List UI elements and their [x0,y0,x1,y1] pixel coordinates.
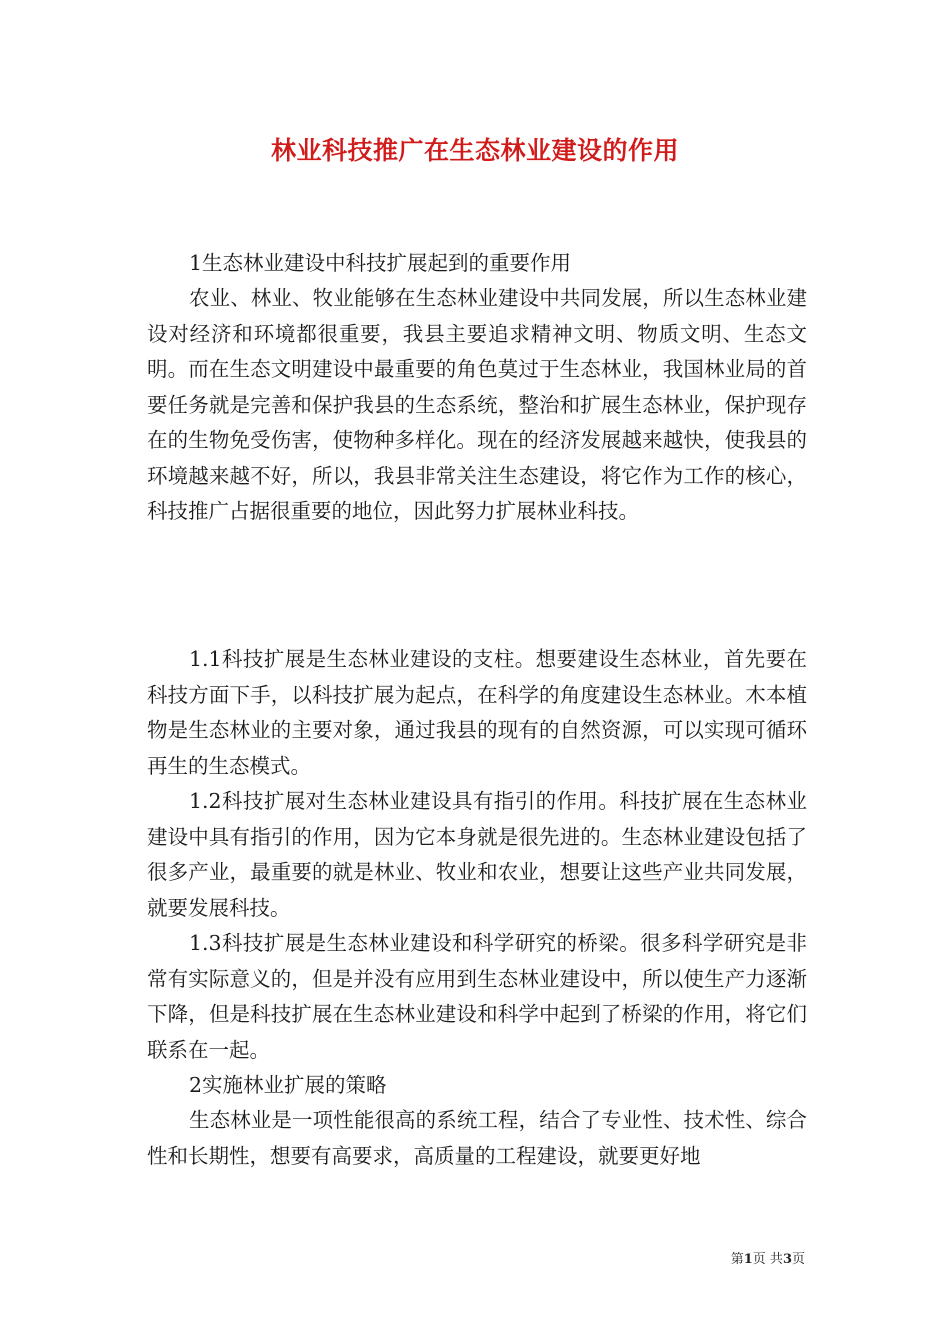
footer-prefix: 第 [730,1252,744,1267]
page-footer [731,1248,805,1267]
section-heading-2: 2实施林业扩展的策略 [189,1073,387,1097]
footer-current-page: 1 [743,1252,753,1267]
paragraph-1-3: 1.3科技扩展是生态林业建设和科学研究的桥梁。很多科学研究是非常有实际意义的，但是并没有应用到生态林业建设中，所以使生产力逐渐下降，但是科技扩展在生态林业建设和科学中起到了桥梁的作用，将它们联系在一起。 [147,931,807,1062]
paragraph-intro: 农业、林业、牧业能够在生态林业建设中共同发展，所以生态林业建设对经济和环境都很重要，我县主要追求精神文明、物质文明、生态文明。而在生态文明建设中最重要的角色莫过于生态林业，我国林业局的首要任务就是完善和保护我县的生态系统，整治和扩展生态林业，保护现存在的生物免受伤害，使物种多样化。现在的经济发展越来越快，使我县的环境越来越不好，所以，我县非常关注生态建设，将它作为工作的核心，科技推广占据很重要的地位，因此努力扩展林业科技。 [147,286,807,523]
footer-total-pages: 3 [782,1252,792,1267]
page-title: 林业科技推广在生态林业建设的作用 [270,136,679,165]
paragraph-1-2: 1.2科技扩展对生态林业建设具有指引的作用。科技扩展在生态林业建设中具有指引的作用，因为它本身就是很先进的。生态林业建设包括了很多产业，最重要的就是林业、牧业和农业，想要让这些产业共同发展，就要发展科技。 [147,789,807,920]
footer-suffix: 页 [791,1252,805,1267]
paragraph-1-1: 1.1科技扩展是生态林业建设的支柱。想要建设生态林业，首先要在科技方面下手，以科技扩展为起点，在科学的角度建设生态林业。木本植物是生态林业的主要对象，通过我县的现有的自然资源，可以实现可循环再生的生态模式。 [147,647,807,778]
footer-middle: 页 共 [752,1252,783,1267]
paragraph-2: 生态林业是一项性能很高的系统工程，结合了专业性、技术性、综合性和长期性，想要有高要求，高质量的工程建设，就要更好地 [147,1108,807,1168]
section-heading-1: 1生态林业建设中科技扩展起到的重要作用 [189,251,572,275]
